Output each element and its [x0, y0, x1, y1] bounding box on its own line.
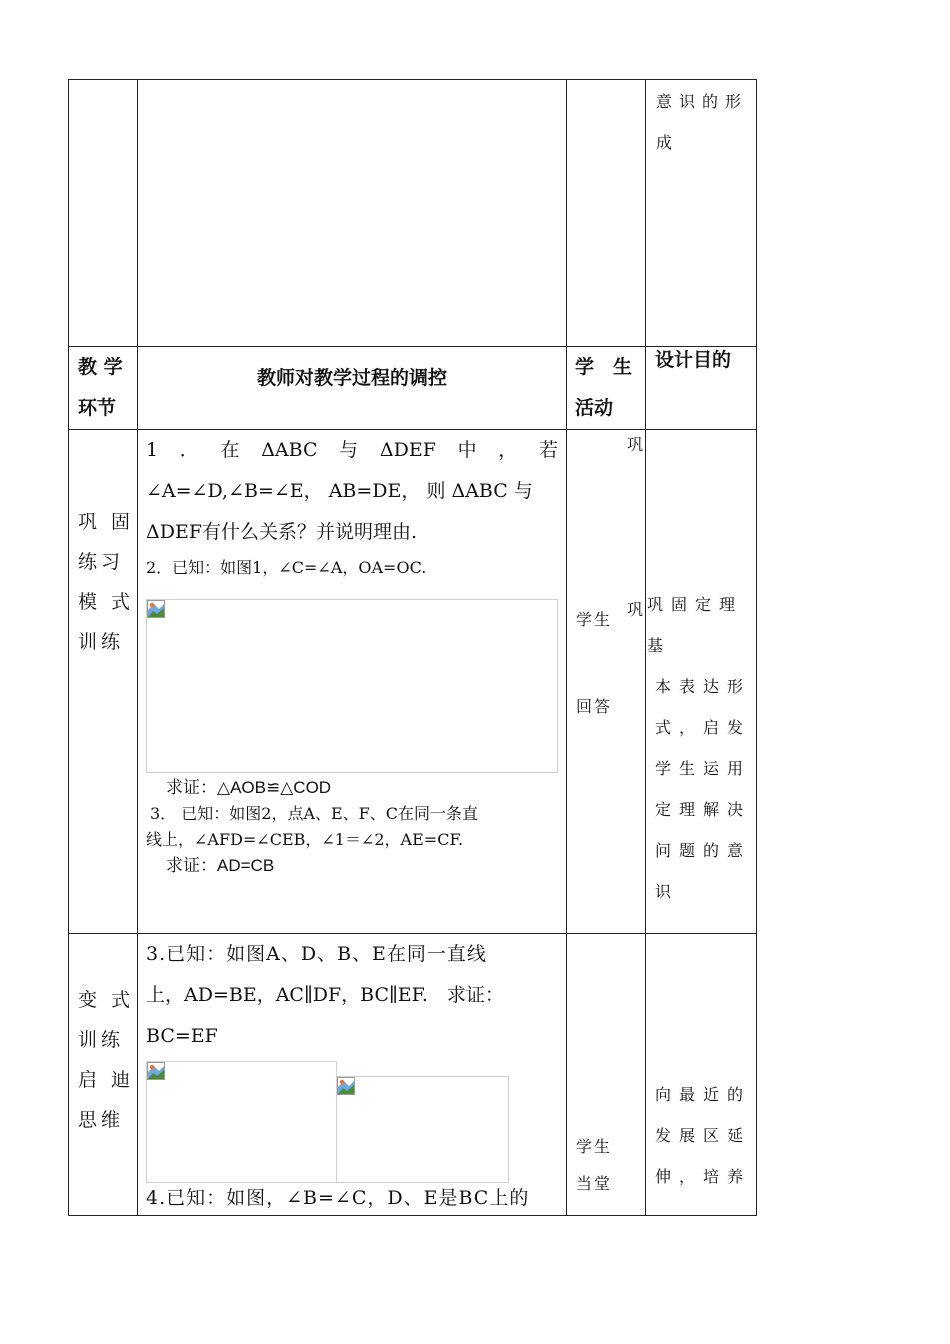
stage-line: 巩 固 — [78, 511, 135, 533]
table-header-row — [69, 347, 757, 430]
table-row-variant — [69, 934, 757, 1216]
stage-line: 变 式 — [78, 989, 135, 1011]
q1-line: ∠A=∠D,∠B=∠E， AB=DE， 则 ΔABC 与 — [146, 480, 533, 502]
cell-stage-variant — [69, 934, 138, 1216]
purpose-line: 本表达形 — [655, 677, 752, 696]
header-student — [567, 347, 646, 430]
student-text: 学生 — [576, 610, 613, 629]
header-teacher-label: 教师对教学过程的调控 — [256, 367, 447, 389]
stage-line: 模 式 — [78, 591, 135, 613]
q1-token: ． — [179, 439, 199, 461]
table-row-continuation — [69, 80, 757, 347]
stage-line: 训练 — [78, 631, 125, 653]
header-purpose-label: 设计目的 — [655, 349, 732, 371]
q3-line: 3． 已知：如图2，点A、E、F、C在同一条直 — [150, 804, 479, 823]
cell-objective — [646, 80, 757, 347]
purpose-line: 式，启发 — [655, 718, 752, 737]
variant-q3-line: BC=EF — [146, 1025, 218, 1047]
q2-prove: 求证：△AOB≌△COD — [166, 778, 332, 797]
header-student-line: 活动 — [575, 397, 614, 419]
question-1 — [146, 430, 558, 553]
header-stage — [69, 347, 138, 430]
purpose-line: 学生运用 — [655, 759, 752, 778]
student-text: 巩 — [627, 435, 646, 454]
figure-1-image — [146, 599, 558, 773]
q3-line: 线上，∠AFD=∠CEB，∠1＝∠2，AE=CF. — [146, 830, 464, 849]
figure-2-image — [146, 1061, 337, 1183]
purpose-line: 巩固定理基 — [647, 595, 744, 655]
student-text: 巩 — [627, 600, 646, 619]
cell-teacher-variant — [138, 934, 567, 1216]
purpose-line: 问题的意 — [655, 841, 752, 860]
header-student-line: 学 生 — [575, 356, 633, 378]
cell-stage-empty — [69, 80, 138, 347]
purpose-line: 定理解决 — [655, 800, 752, 819]
question-2-3-block — [146, 775, 558, 879]
q1-token: 在 — [220, 439, 240, 461]
student-text: 学生 — [576, 1137, 613, 1156]
variant-q3-line: 上，AD=BE，AC∥DF，BC∥EF. 求证： — [146, 984, 504, 1006]
cell-purpose-variant — [646, 934, 757, 1216]
broken-image-icon — [147, 600, 165, 618]
variant-q3-line: 3.已知：如图A、D、B、E在同一直线 — [146, 943, 487, 965]
variant-question-3 — [146, 934, 558, 1057]
figure-3-image — [336, 1076, 509, 1183]
q1-token: ， — [498, 439, 518, 461]
header-purpose — [646, 347, 757, 430]
stage-line: 训练 — [78, 1029, 125, 1051]
stage-line: 启 迪 — [78, 1069, 135, 1091]
purpose-line: 伸，培养 — [655, 1167, 752, 1186]
student-text: 回答 — [576, 697, 613, 716]
broken-image-icon — [337, 1077, 355, 1095]
header-teacher — [138, 347, 567, 430]
purpose-line: 发展区延 — [655, 1126, 752, 1145]
q1-token: 与 — [339, 439, 359, 461]
cell-student-empty — [567, 80, 646, 347]
broken-image-icon — [147, 1062, 165, 1080]
cell-student-variant — [567, 934, 646, 1216]
cell-stage-consolidate — [69, 430, 138, 934]
q1-token: ΔDEF — [379, 439, 436, 461]
q1-token: 1 — [146, 439, 159, 461]
table-row-consolidate — [69, 430, 757, 934]
cell-teacher-consolidate — [138, 430, 567, 934]
q1-token: 中 — [457, 439, 477, 461]
q3-prove: 求证：AD=CB — [166, 856, 275, 875]
purpose-line: 向最近的 — [655, 1085, 752, 1104]
q1-token: ΔABC — [261, 439, 318, 461]
cell-student-consolidate — [567, 430, 646, 934]
stage-line: 思维 — [78, 1109, 125, 1131]
q1-token: 若 — [538, 439, 558, 461]
q1-line: ΔDEF有什么关系？并说明理由. — [146, 521, 418, 543]
variant-question-4: 4.已知：如图，∠B=∠C，D、E是BC上的 — [146, 1187, 530, 1209]
lesson-plan-table — [68, 79, 757, 1216]
purpose-line: 识 — [655, 882, 680, 901]
cell-teacher-empty — [138, 80, 567, 347]
cell-purpose-consolidate — [646, 430, 757, 934]
question-2: 2．已知：如图1，∠C=∠A，OA=OC. — [146, 558, 427, 577]
objective-line: 意识的形 — [656, 92, 749, 111]
stage-line: 练习 — [78, 551, 125, 573]
header-stage-line: 环节 — [78, 397, 117, 419]
header-stage-line: 教 学 — [78, 356, 123, 378]
student-text: 当堂 — [576, 1174, 613, 1193]
objective-line: 成 — [656, 133, 680, 152]
